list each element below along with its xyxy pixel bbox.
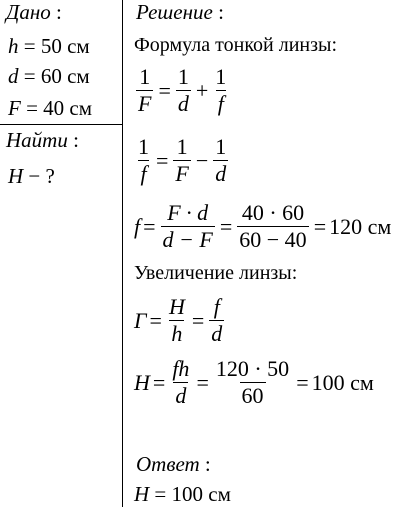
fraction: $\frac{1}{d}$ bbox=[177, 64, 189, 116]
fraction: $\frac{1}{F}$ bbox=[175, 134, 189, 186]
magnification-equation: Γ = $\frac{H}{h}$ = $\frac{f}{d}$ bbox=[134, 294, 223, 346]
fraction: $\frac{40 \cdot 60}{60 - 40}$ bbox=[239, 200, 307, 252]
given-d: d = 60 см bbox=[8, 64, 90, 88]
given-title: Дано : bbox=[6, 0, 62, 24]
given-F: F = 40 см bbox=[8, 96, 93, 120]
answer-value: H = 100 см bbox=[134, 482, 231, 506]
find-title: Найти : bbox=[6, 128, 79, 152]
fraction: $\frac{1}{f}$ bbox=[138, 134, 149, 186]
column-divider bbox=[122, 0, 123, 507]
fraction: $\frac{F \cdot d}{d - F}$ bbox=[162, 200, 213, 252]
image-height-equation: H = $\frac{fh}{d}$ = $\frac{120 \cdot 50}{60}$ = 100 см bbox=[134, 356, 374, 408]
find-unknown: H − ? bbox=[8, 164, 55, 188]
fraction: $\frac{1}{F}$ bbox=[138, 64, 152, 116]
fraction: $\frac{H}{h}$ bbox=[168, 294, 185, 346]
answer-title: Ответ : bbox=[136, 452, 211, 476]
magnification-label: Увеличение линзы: bbox=[134, 262, 298, 284]
fraction: $\frac{120 \cdot 50}{60}$ bbox=[215, 356, 290, 408]
fraction: $\frac{1}{f}$ bbox=[215, 64, 227, 116]
image-distance-equation: f = $\frac{F \cdot d}{d - F}$ = $\frac{40 \cdot 60}{60 - 40}$ = 120 см bbox=[134, 200, 392, 252]
lens-formula-equation: $\frac{1}{F}$ = $\frac{1}{d}$ + $\frac{1}{f}$ bbox=[138, 64, 227, 116]
solution-title: Решение : bbox=[136, 0, 224, 24]
fraction: $\frac{1}{d}$ bbox=[215, 134, 227, 186]
lens-formula-label: Формула тонкой линзы: bbox=[134, 34, 337, 56]
focal-rearranged-equation: $\frac{1}{f}$ = $\frac{1}{F}$ − $\frac{1}{d}$ bbox=[138, 134, 227, 186]
fraction: $\frac{f}{d}$ bbox=[211, 294, 223, 346]
given-h: h = 50 см bbox=[8, 34, 90, 58]
fraction: $\frac{fh}{d}$ bbox=[172, 356, 190, 408]
given-find-divider bbox=[0, 124, 122, 125]
